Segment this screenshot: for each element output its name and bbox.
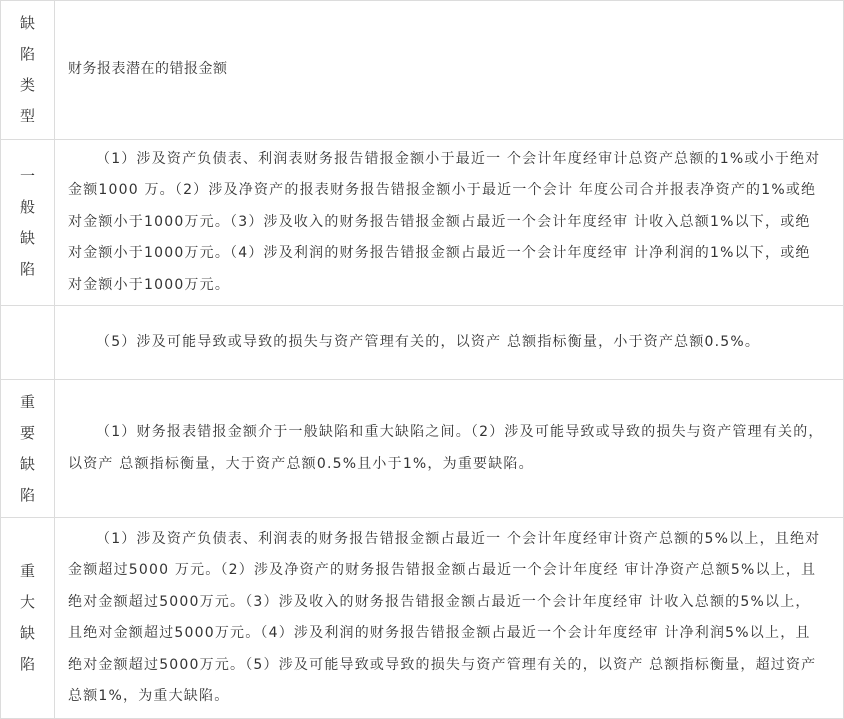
row-label-cell — [0, 0, 55, 140]
table-row-general-defect-continued — [0, 306, 844, 380]
row-content-cell — [55, 306, 844, 380]
row-content-cell — [55, 0, 844, 140]
row-label-cell — [0, 380, 55, 518]
row-content-cell — [55, 518, 844, 719]
row-label-cell — [0, 518, 55, 719]
general-defect-criteria: （1）涉及资产负债表、利润表财务报告错报金额小于最近一 个会计年度经审计总资产总额的1%或小于绝对金额1000 万。（2）涉及净资产的报表财务报告错报金额小于最近一个会计 年度公司合并报表净资产的1%或绝对金额小于1000万元。（3）涉及收入的财务报告错报金额占最近一个会计年度经审 计收入总额1%以下，或绝对金额小于1000万元。（4）涉及利润的财务报告错报金额占最近一个会计年度经审 计净利润的1%以下，或绝对金额小于1000万元。 — [68, 150, 821, 293]
row-content-cell — [55, 140, 844, 306]
row-label-important-defect: 重要缺陷 — [20, 392, 36, 504]
general-defect-criteria-asset-loss: （5）涉及可能导致或导致的损失与资产管理有关的，以资产 总额指标衡量，小于资产总额0.5%。 — [96, 333, 761, 350]
important-defect-criteria: （1）财务报表错报金额介于一般缺陷和重大缺陷之间。（2）涉及可能导致或导致的损失与资产管理有关的，以资产 总额指标衡量，大于资产总额0.5%且小于1%，为重要缺陷。 — [68, 424, 824, 472]
row-label-defect-type: 缺陷类型 — [20, 14, 36, 125]
table-row-major-defect — [0, 518, 844, 719]
row-label-cell — [0, 140, 55, 306]
row-label-general-defect: 一般缺陷 — [20, 166, 36, 278]
table-row-header — [0, 0, 844, 140]
row-label-cell-empty — [0, 306, 55, 380]
major-defect-criteria: （1）涉及资产负债表、利润表的财务报告错报金额占最近一 个会计年度经审计资产总额的5%以上，且绝对金额超过5000 万元。（2）涉及净资产的财务报告错报金额占最近一个会计年度经 审计净资产总额5%以上，且绝对金额超过5000万元。（3）涉及收入的财务报告错报金额占最近一个会计年度经审 计收入总额的5%以上，且绝对金额超过5000万元。（4）涉及利润的财务报告错报金额占最近一个会计年度经审 计净利润5%以上，且绝对金额超过5000万元。（5）涉及可能导致或导致的损失与资产管理有关的，以资产 总额指标衡量，超过资产总额1%，为重大缺陷。 — [68, 530, 821, 704]
column-header-misstatement-amount: 财务报表潜在的错报金额 — [68, 61, 228, 78]
table-row-general-defect — [0, 140, 844, 306]
table-row-important-defect — [0, 380, 844, 518]
row-content-cell — [55, 380, 844, 518]
row-label-major-defect: 重大缺陷 — [20, 562, 36, 673]
